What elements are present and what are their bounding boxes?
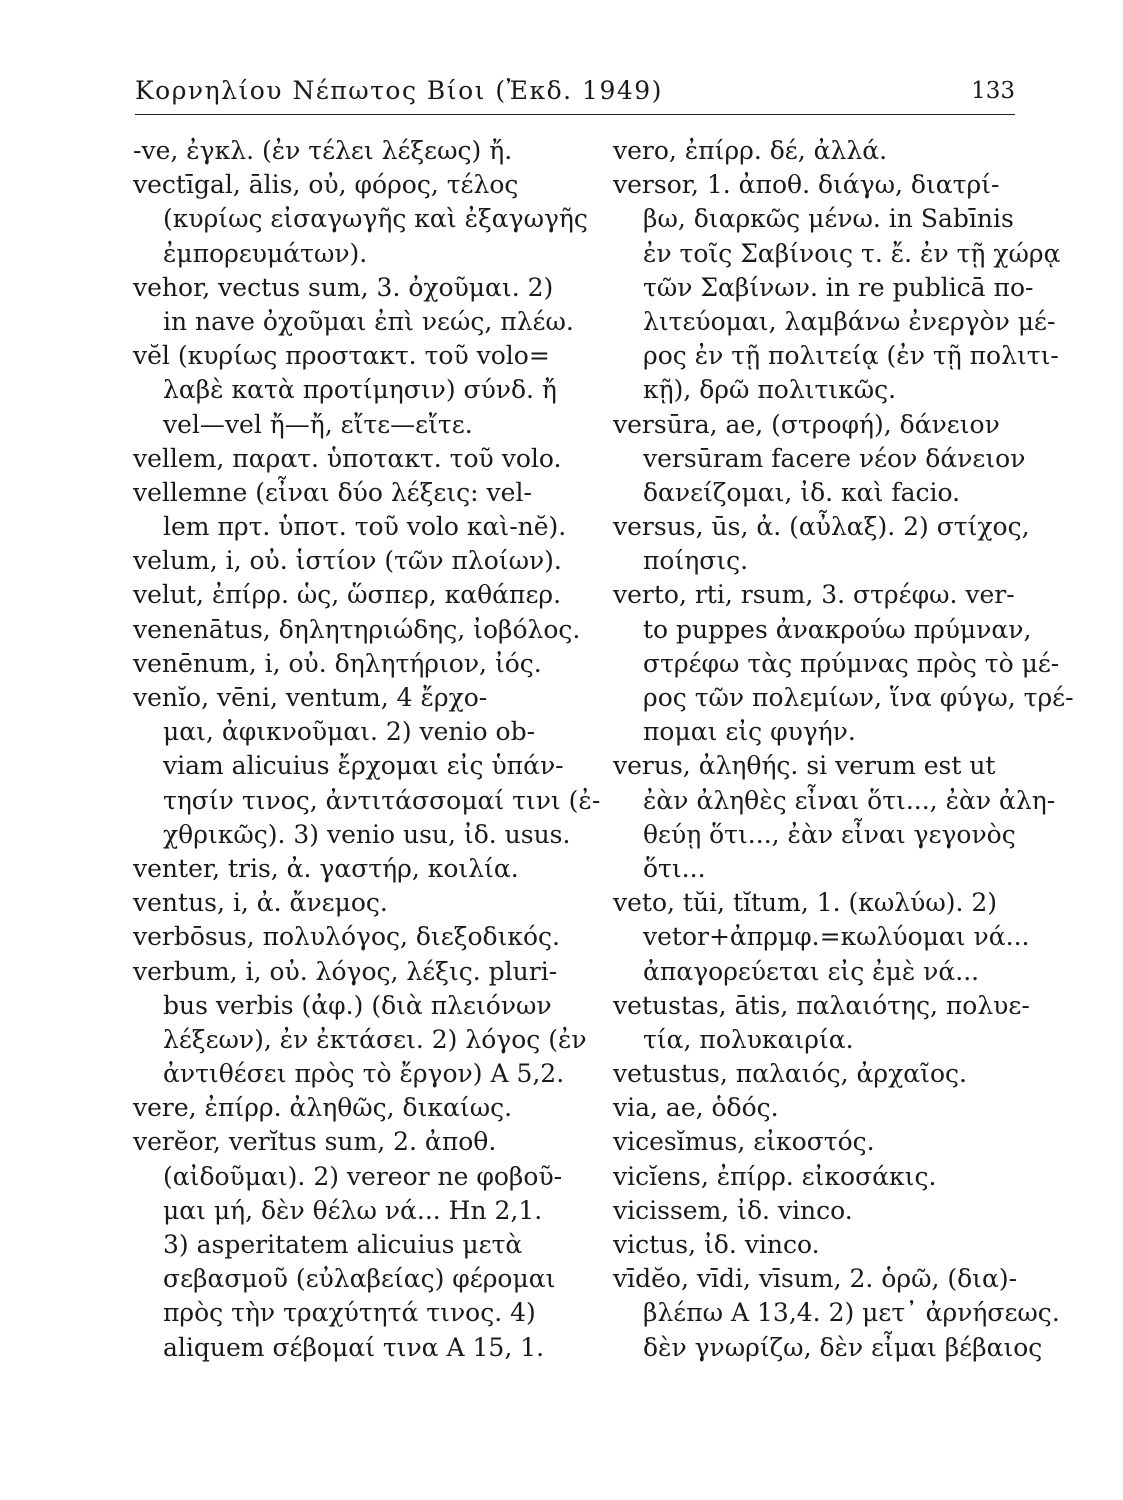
entry-line: δανείζομαι, ἰδ. καὶ facio. (643, 477, 961, 507)
entry-line: to puppes ἀνακρούω πρύμναν, (643, 614, 1032, 644)
entry-line: veto, tŭi, tĭtum, 1. (κωλύω). 2) (613, 888, 998, 918)
entry-line: velum, i, οὐ. ἱστίον (τῶν πλοίων). (133, 546, 562, 576)
entry-line: vetustus, παλαιός, ἀρχαῖος. (613, 1059, 967, 1089)
entry-line: venter, tris, ἀ. γαστήρ, κοιλία. (133, 853, 519, 883)
entry-line: venēnum, i, οὐ. δηλητήριον, ἰός. (133, 648, 542, 678)
page-header (135, 74, 1015, 115)
entry-line: ἐμπορευμάτων). (163, 238, 368, 268)
entry-line: -ve, ἐγκλ. (ἐν τέλει λέξεως) ἤ. (133, 136, 513, 165)
running-title: Κορνηλίου Νέπωτος Βίοι (Ἐκδ. 1949) (135, 76, 663, 105)
entry-line: vicĭens, ἐπίρρ. εἰκοσάκις. (613, 1161, 937, 1191)
entry-line: lem πρτ. ὑποτ. τοῦ volo καὶ-nĕ). (163, 512, 567, 542)
entry-line: ἀντιθέσει πρὸς τὸ ἔργον) A 5,2. (163, 1059, 565, 1089)
entry-line: τία, πολυκαιρία. (643, 1024, 854, 1054)
entry-line: vetor+ἀπρμφ.=κωλύομαι νά... (643, 922, 1030, 952)
right-column (613, 134, 1074, 1365)
entry-line: verus, ἀληθής. si verum est ut (613, 751, 996, 781)
entry-line: ἀπαγορεύεται εἰς ἐμὲ νά... (643, 956, 980, 986)
entry-line: ἐὰν ἀληθὲς εἶναι ὅτι..., ἐὰν ἀλη- (643, 785, 1056, 815)
entry-line: λέξεων), ἐν ἐκτάσει. 2) λόγος (ἐν (163, 1024, 587, 1054)
entry-line: ἐν τοῖς Σαβίνοις τ. ἔ. ἐν τῇ χώρᾳ (643, 238, 1061, 268)
entry-line: πομαι εἰς φυγήν. (643, 717, 856, 747)
entry-line: τησίν τινος, ἀντιτάσσομαί τινι (ἐ- (163, 785, 601, 815)
entry-line: aliquem σέβομαί τινα A 15, 1. (163, 1332, 545, 1362)
entry-line: vicissem, ἰδ. vinco. (613, 1195, 853, 1225)
entry-line: versūra, ae, (στροφή), δάνειον (613, 409, 1000, 439)
entry-line: βλέπω A 13,4. 2) μετ᾽ ἀρνήσεως. (643, 1298, 1060, 1328)
entry-line: vehor, vectus sum, 3. ὀχοῦμαι. 2) (133, 272, 554, 302)
entry-line: verĕor, verĭtus sum, 2. ἀποθ. (133, 1127, 497, 1157)
entry-line: versor, 1. ἀποθ. διάγω, διατρί- (613, 170, 1000, 200)
entry-line: λιτεύομαι, λαμβάνω ἐνεργὸν μέ- (643, 306, 1056, 336)
entry-line: via, ae, ὁδός. (613, 1093, 779, 1123)
entry-line: vīdĕo, vīdi, vīsum, 2. ὁρῶ, (δια)- (613, 1264, 1018, 1294)
entry-line: κῇ), δρῶ πολιτικῶς. (643, 375, 897, 405)
entry-line: viam alicuius ἔρχομαι εἰς ὑπάν- (163, 751, 564, 781)
entry-line: θεύῃ ὅτι..., ἐὰν εἶναι γεγονὸς (643, 819, 1016, 849)
entry-line: vĕl (κυρίως προστακτ. τοῦ volo= (133, 341, 550, 371)
entry-line: ventus, i, ἀ. ἄνεμος. (133, 888, 388, 918)
entry-line: vel—vel ἤ—ἤ, εἴτε—εἴτε. (163, 409, 473, 439)
entry-line: in nave ὀχοῦμαι ἐπὶ νεώς, πλέω. (163, 306, 574, 336)
entry-line: (κυρίως εἰσαγωγῆς καὶ ἐξαγωγῆς (163, 204, 588, 234)
entry-line: στρέφω τὰς πρύμνας πρὸς τὸ μέ- (643, 648, 1060, 678)
entry-line: δὲν γνωρίζω, δὲν εἶμαι βέβαιος (643, 1332, 1043, 1362)
entry-line: βω, διαρκῶς μένω. in Sabīnis (643, 204, 1014, 234)
entry-line: bus verbis (ἀφ.) (διὰ πλειόνων (163, 990, 552, 1020)
entry-line: vellemne (εἶναι δύο λέξεις: vel- (133, 477, 532, 507)
entry-line: vero, ἐπίρρ. δέ, ἀλλά. (613, 136, 888, 165)
entry-line: vectīgal, ālis, οὐ, φόρος, τέλος (133, 170, 519, 200)
entry-line: σεβασμοῦ (εὐλαβείας) φέρομαι (163, 1264, 556, 1294)
entry-line: versūram facere νέον δάνειον (643, 443, 1026, 473)
entry-line: ρος ἐν τῇ πολιτείᾳ (ἐν τῇ πολιτι- (643, 341, 1059, 371)
entry-line: ρος τῶν πολεμίων, ἵνα φύγω, τρέ- (643, 683, 1074, 712)
entry-line: verto, rti, rsum, 3. στρέφω. ver- (613, 580, 1015, 610)
entry-line: vicesĭmus, εἰκοστός. (613, 1127, 875, 1157)
entry-line: velut, ἐπίρρ. ὡς, ὥσπερ, καθάπερ. (133, 580, 562, 610)
left-column (133, 134, 601, 1365)
entry-line: (αἰδοῦμαι). 2) vereor ne φοβοῦ- (163, 1161, 563, 1191)
entry-line: versus, ūs, ἀ. (αὖλαξ). 2) στίχος, (613, 512, 1030, 542)
entry-line: vere, ἐπίρρ. ἀληθῶς, δικαίως. (133, 1093, 513, 1123)
entry-line: venĭo, vēni, ventum, 4 ἔρχο- (133, 683, 488, 712)
entry-line: πρὸς τὴν τραχύτητά τινος. 4) (163, 1298, 536, 1328)
entry-line: μαι, ἀφικνοῦμαι. 2) venio ob- (163, 717, 536, 747)
page-number: 133 (971, 78, 1015, 104)
entry-line: 3) asperitatem alicuius μετὰ (163, 1230, 523, 1259)
entry-line: verbōsus, πολυλόγος, διεξοδικός. (133, 922, 560, 952)
entry-line: ὅτι... (643, 853, 706, 883)
entry-line: ποίησις. (643, 546, 749, 576)
entry-line: verbum, i, οὐ. λόγος, λέξις. pluri- (133, 956, 558, 986)
entry-line: vellem, παρατ. ὑποτακτ. τοῦ volo. (133, 443, 562, 473)
entry-line: λαβὲ κατὰ προτίμησιν) σύνδ. ἤ (163, 375, 557, 405)
entry-line: μαι μή, δὲν θέλω νά... Hn 2,1. (163, 1195, 543, 1225)
entry-line: venenātus, δηλητηριώδης, ἰοβόλος. (133, 614, 581, 644)
entry-line: vetustas, ātis, παλαιότης, πολυε- (613, 990, 1030, 1020)
entry-line: χθρικῶς). 3) venio usu, ἰδ. usus. (163, 819, 571, 849)
entry-line: victus, ἰδ. vinco. (613, 1230, 820, 1259)
entry-line: τῶν Σαβίνων. in re publicā πο- (643, 272, 1034, 302)
